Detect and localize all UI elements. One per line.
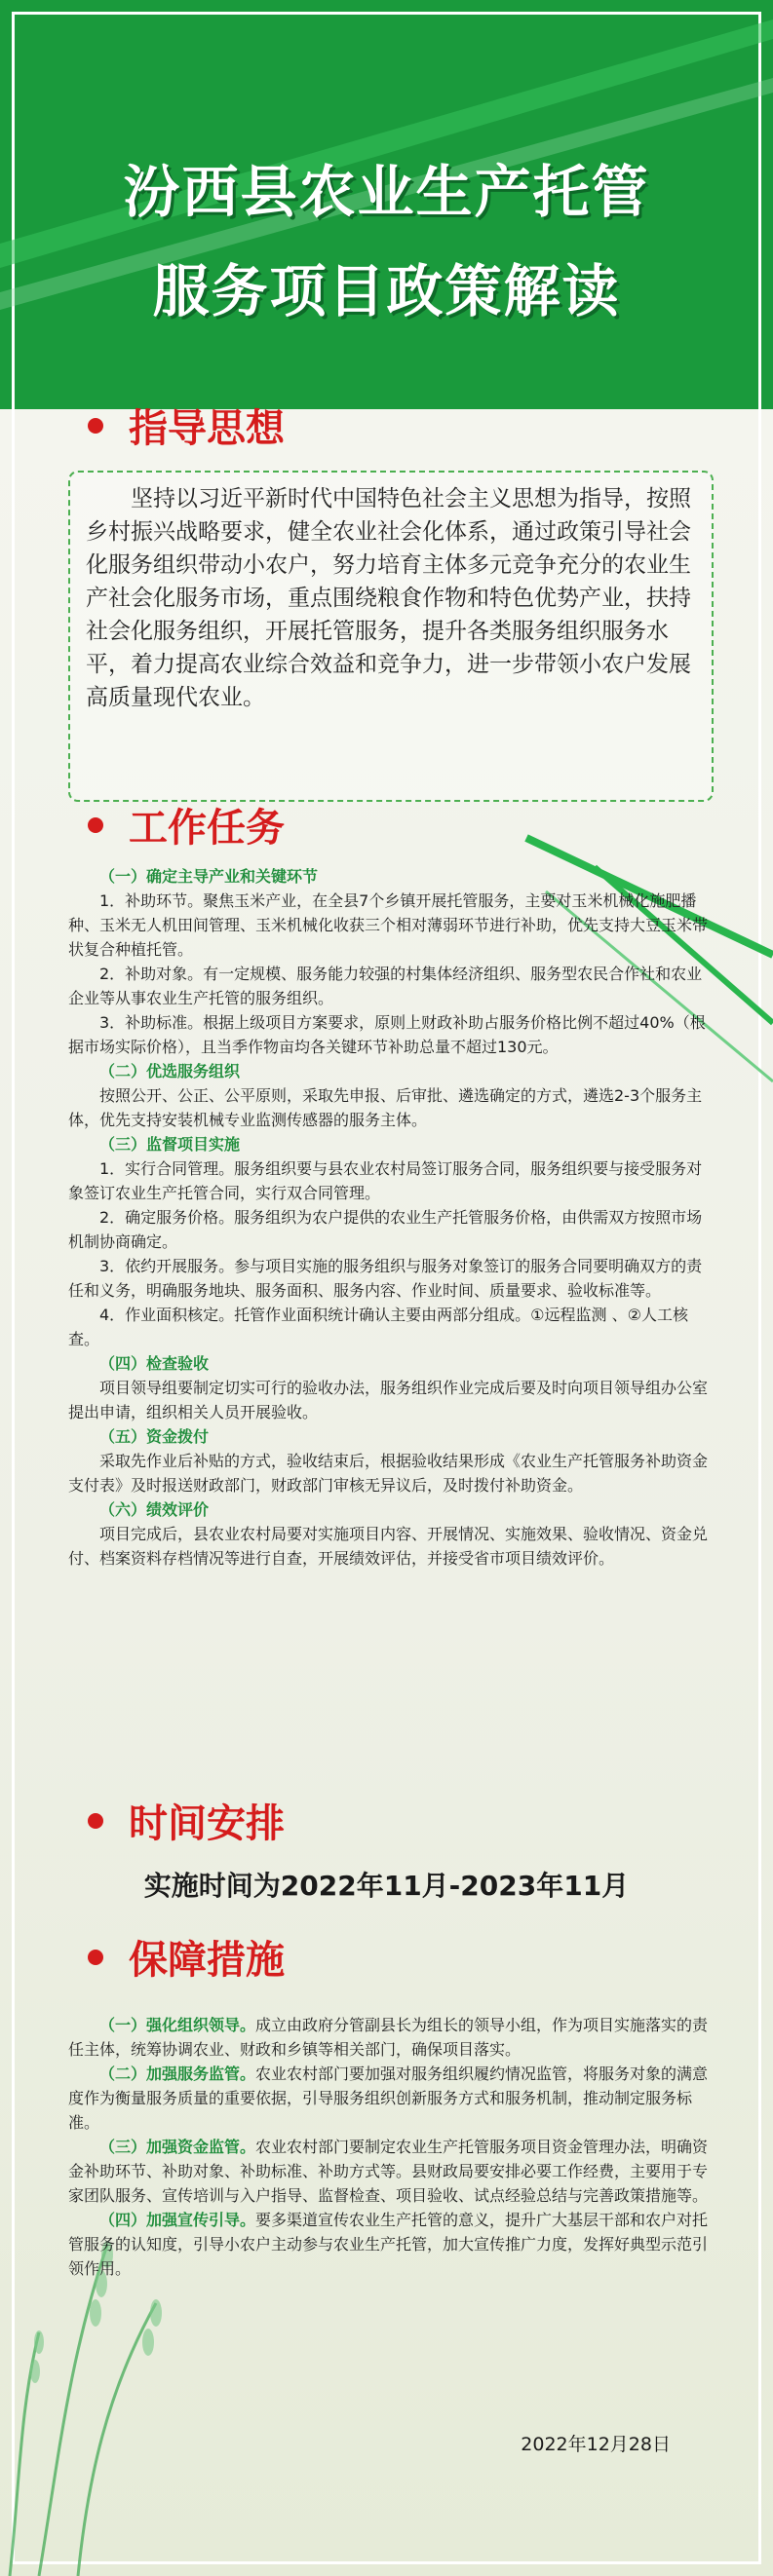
tasks-subtitle-3: （三）监督项目实施 xyxy=(99,1135,241,1154)
guiding-box xyxy=(68,471,714,802)
tasks-subtitle-4: （四）检查验收 xyxy=(99,1354,210,1373)
page-title-line2: 服务项目政策解读 xyxy=(152,258,621,324)
tasks-para: 4．作业面积核定。托管作业面积统计确认主要由两部分组成。①远程监测 、②人工核查。 xyxy=(68,1306,688,1348)
tasks-para: 按照公开、公正、公平原则，采取先申报、后审批、遴选确定的方式，遴选2-3个服务主体，优先支持安装机械专业监测传感器的服务主体。 xyxy=(68,1086,703,1129)
tasks-content xyxy=(68,864,714,1571)
guarantee-item-3: （三）加强资金监管。农业农村部门要制定农业生产托管服务项目资金管理办法，明确资金补助环节、补助对象、补助标准、补助方式等。县财政局要安排必要工作经费，主要用于专家团队服务、宣传培训与入户指导、监督检查、项目验收、试点经验总结与完善政策措施等。 xyxy=(68,2138,709,2205)
schedule-text: 实施时间为2022年11月-2023年11月 xyxy=(143,1870,630,1902)
tasks-subtitle-5: （五）资金拨付 xyxy=(99,1427,210,1446)
section-heading-guarantee: 保障措施 xyxy=(88,1929,285,1985)
tasks-para: 1．补助环节。聚焦玉米产业，在全县7个乡镇开展托管服务，主要对玉米机械化施肥播种、玉米无人机田间管理、玉米机械化收获三个相对薄弱环节进行补助，优先支持大豆玉米带状复合种植托管。 xyxy=(68,891,709,959)
bullet-dot-icon xyxy=(88,1813,103,1829)
footer-date: 2022年12月28日 xyxy=(521,2434,671,2455)
guarantee-item-2: （二）加强服务监管。农业农村部门要加强对服务组织履约情况监管，将服务对象的满意度作为衡量服务质量的重要依据，引导服务组织创新服务方式和服务机制，推动制定服务标准。 xyxy=(68,2065,709,2132)
section-heading-tasks: 工作任务 xyxy=(88,797,285,852)
guarantee-item-1: （一）强化组织领导。成立由政府分管副县长为组长的领导小组，作为项目实施落实的责任主体，统筹协调农业、财政和乡镇等相关部门，确保项目落实。 xyxy=(68,2016,709,2059)
guarantee-item-4: （四）加强宣传引导。要多渠道宣传农业生产托管的意义，提升广大基层干部和农户对托管服务的认知度，引导小农户主动参与农业生产托管，加大宣传推广力度，发挥好典型示范引领作用。 xyxy=(68,2211,709,2278)
section-heading-schedule: 时间安排 xyxy=(88,1793,285,1848)
guiding-body: 坚持以习近平新时代中国特色社会主义思想为指导，按照乡村振兴战略要求，健全农业社会化体系，通过政策引导社会化服务组织带动小农户，努力培育主体多元竞争充分的农业生产社会化服务市场，重点围绕粮食作物和特色优势产业，扶持社会化服务组织，开展托管服务，提升各类服务组织服务水平，着力提高农业综合效益和竞争力，进一步带领小农户发展高质量现代农业。 xyxy=(86,486,691,710)
tasks-subtitle-2: （二）优选服务组织 xyxy=(99,1062,241,1080)
bullet-dot-icon xyxy=(88,817,103,833)
bullet-dot-icon xyxy=(88,418,103,434)
tasks-para: 2．确定服务价格。服务组织为农户提供的农业生产托管服务价格，由供需双方按照市场机制协商确定。 xyxy=(68,1208,703,1251)
tasks-para: 2．补助对象。有一定规模、服务能力较强的村集体经济组织、服务型农民合作社和农业企业等从事农业生产托管的服务组织。 xyxy=(68,965,703,1007)
tasks-para: 3．补助标准。根据上级项目方案要求，原则上财政补助占服务价格比例不超过40%（根据市场实际价格），且当季作物亩均各关键环节补助总量不超过130元。 xyxy=(68,1013,706,1056)
bullet-dot-icon xyxy=(88,1950,103,1965)
guarantee-content xyxy=(68,2013,714,2281)
tasks-para: 项目完成后，县农业农村局要对实施项目内容、开展情况、实施效果、验收情况、资金兑付、档案资料存档情况等进行自查，开展绩效评估，并接受省市项目绩效评价。 xyxy=(68,1525,709,1568)
tasks-subtitle-1: （一）确定主导产业和关键环节 xyxy=(99,867,319,886)
page-title-line1: 汾西县农业生产托管 xyxy=(123,159,650,225)
tasks-para: 3．依约开展服务。参与项目实施的服务组织与服务对象签订的服务合同要明确双方的责任和义务，明确服务地块、服务面积、服务内容、作业时间、质量要求、验收标准等。 xyxy=(68,1257,703,1300)
tasks-para: 项目领导组要制定切实可行的验收办法，服务组织作业完成后要及时向项目领导组办公室提出申请，组织相关人员开展验收。 xyxy=(68,1379,709,1421)
tasks-para: 1．实行合同管理。服务组织要与县农业农村局签订服务合同，服务组织要与接受服务对象签订农业生产托管合同，实行双合同管理。 xyxy=(68,1159,703,1202)
tasks-para: 采取先作业后补贴的方式，验收结束后，根据验收结果形成《农业生产托管服务补助资金支付表》及时报送财政部门，财政部门审核无异议后，及时拨付补助资金。 xyxy=(68,1452,709,1495)
tasks-subtitle-6: （六）绩效评价 xyxy=(99,1500,210,1519)
section-heading-guiding: 指导思想 xyxy=(88,398,285,453)
